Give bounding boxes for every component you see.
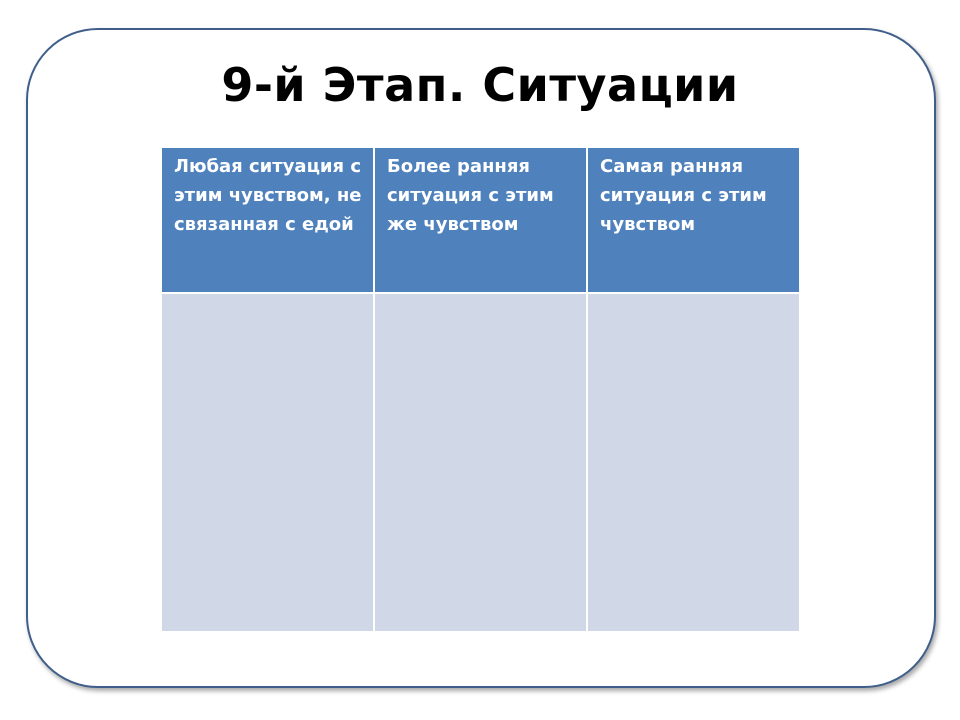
- table-header-row: [161, 147, 800, 293]
- table-header-cell-1: [161, 147, 374, 293]
- table-header-text-3: Самая ранняя ситуация с этим чувством: [600, 156, 767, 235]
- table-header-cell-2: [374, 147, 587, 293]
- table-cell-1: [161, 293, 374, 632]
- table-header-cell-3: [587, 147, 800, 293]
- slide-title: 9-й Этап. Ситуации: [221, 58, 739, 112]
- table-cell-2: [374, 293, 587, 632]
- table-cell-3: [587, 293, 800, 632]
- table-header-text-1: Любая ситуация с этим чувством, не связанная с едой: [174, 156, 362, 235]
- situations-table: [160, 146, 801, 633]
- table-row: [161, 293, 800, 632]
- table-header-text-2: Более ранняя ситуация с этим же чувством: [387, 156, 554, 235]
